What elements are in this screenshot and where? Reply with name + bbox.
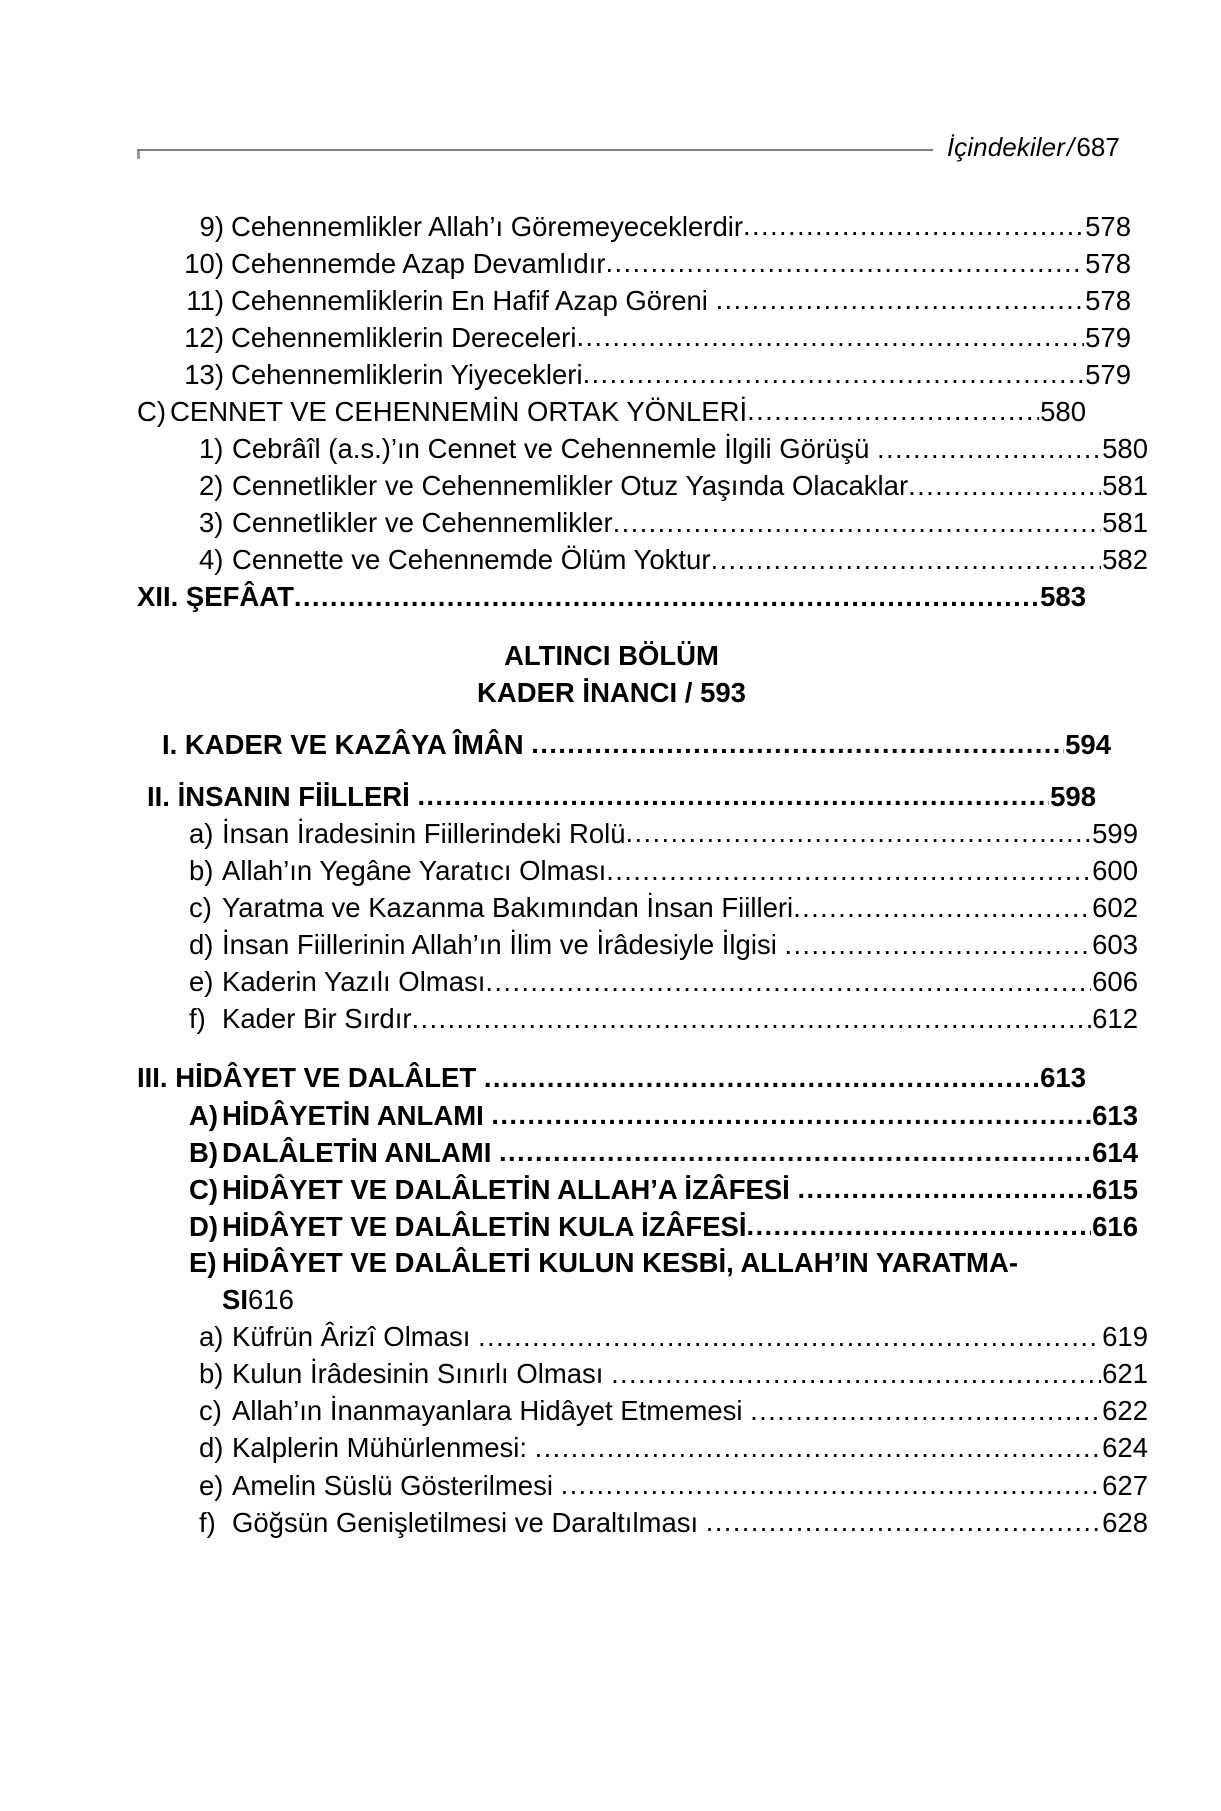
entry-marker: 13) [184,358,224,390]
entry-marker: c) [189,892,212,924]
toc-entry[interactable] [137,890,1138,927]
entry-page: 621 [1102,1358,1148,1390]
toc-entry-section-i[interactable] [137,726,1111,763]
entry-page: 606 [1092,966,1138,998]
dot-leader [478,1319,1101,1347]
chapter-heading-line-1: ALTINCI BÖLÜM [504,640,719,672]
toc-entry-e-line-2[interactable] [137,1282,1086,1319]
entry-page: 624 [1102,1432,1148,1464]
entry-page: 619 [1102,1321,1148,1353]
entry-marker: 10) [184,247,224,279]
entry-label: Allah’ın İnanmayanlara Hidâyet Etmemesi [232,1395,743,1427]
entry-page: 582 [1102,544,1148,576]
entry-label: Cehennemliklerin Yiyecekleri [231,358,583,390]
dot-leader [583,356,1085,384]
dot-leader [576,319,1084,347]
entry-marker: I. [162,728,178,760]
dot-leader [611,1356,1101,1384]
dot-leader [535,1430,1101,1458]
toc-entry[interactable] [137,319,1131,356]
entry-label: HİDÂYET VE DALÂLETİN ALLAH’A İZÂFESİ [222,1173,790,1205]
entry-marker: II. [147,780,170,812]
toc-entry[interactable] [137,1430,1148,1467]
entry-page: 598 [1050,780,1096,812]
entry-marker: XII. [137,581,179,613]
entry-label: Kader Bir Sırdır [222,1003,412,1035]
entry-marker: d) [199,1432,224,1464]
toc-entry[interactable] [137,1171,1138,1208]
entry-label: Kalplerin Mühürlenmesi: [232,1432,527,1464]
dot-leader [750,1393,1101,1421]
entry-marker: c) [199,1395,222,1427]
dot-leader [412,1001,1092,1029]
entry-page: 578 [1085,284,1131,316]
dot-leader [747,1208,1092,1236]
dot-leader [606,245,1085,273]
entry-page: 580 [1040,395,1086,427]
header-title: İçindekiler [946,132,1065,162]
entry-label: Cehennemliklerin Dereceleri [231,321,577,353]
dot-leader [417,778,1049,806]
entry-marker: B) [189,1136,219,1168]
entry-marker: 9) [199,210,224,242]
entry-page: 602 [1092,892,1138,924]
dot-leader [706,1504,1101,1532]
entry-page: 616 [247,1284,294,1316]
entry-label: Kaderin Yazılı Olması [222,966,486,998]
entry-page: 579 [1085,321,1131,353]
toc-entry[interactable] [137,245,1131,282]
entry-page: 600 [1092,855,1138,886]
entry-label: HİDÂYETİN ANLAMI [222,1099,484,1131]
entry-label: Yaratma ve Kazanma Bakımından İnsan Fiilleri [222,892,794,924]
entry-marker: C) [189,1173,219,1205]
entry-marker: 1) [199,433,224,465]
toc-entry[interactable] [137,1208,1138,1245]
entry-marker: A) [189,1099,219,1131]
toc-entry[interactable] [137,468,1148,505]
entry-page: 594 [1065,728,1111,760]
entry-label: Amelin Süslü Gösterilmesi [232,1469,553,1501]
table-of-contents [137,208,1148,1541]
entry-page: 622 [1102,1395,1148,1427]
dot-leader [908,468,1101,496]
entry-marker: a) [189,817,214,849]
entry-marker: e) [199,1469,224,1501]
dot-leader [747,393,1039,421]
entry-label: Cennetlikler ve Cehennemlikler [232,507,613,539]
entry-page: 580 [1102,433,1148,465]
toc-entry[interactable] [137,1001,1138,1038]
toc-entry-section-xii[interactable] [137,579,1086,616]
header-separator: / [1066,132,1075,162]
entry-page: 578 [1085,247,1131,279]
entry-label: Kulun İrâdesinin Sınırlı Olması [232,1358,604,1390]
entry-label: İNSANIN FİİLLERİ [177,780,410,812]
dot-leader [606,853,1091,881]
entry-page: 603 [1092,929,1138,961]
entry-label: HİDÂYET VE DALÂLETİ KULUN KESBİ, ALLAH’IN YARATMA- [222,1247,1018,1279]
entry-page: 583 [1040,581,1086,613]
entry-label: İnsan Fiillerinin Allah’ın İlim ve İrâdesiyle İlgisi [222,929,777,961]
toc-entry-section-iii[interactable] [137,1060,1086,1097]
toc-entry[interactable] [137,927,1138,964]
entry-label: Cennette ve Cehennemde Ölüm Yoktur [232,544,711,576]
entry-marker: e) [189,966,214,998]
entry-page: 581 [1102,470,1148,502]
entry-marker: D) [189,1210,219,1242]
toc-entry[interactable] [137,1319,1148,1356]
entry-marker: 4) [199,544,224,576]
entry-label: KADER VE KAZÂYA ÎMÂN [184,728,524,760]
spacer [137,763,1086,778]
entry-marker: 11) [186,284,224,316]
toc-entry[interactable] [137,431,1148,468]
entry-marker: d) [189,929,214,961]
toc-entry[interactable] [137,542,1148,579]
entry-page: 579 [1085,358,1131,390]
toc-entry[interactable] [137,1356,1148,1393]
entry-marker: 2) [199,470,224,502]
toc-entry[interactable] [137,815,1138,852]
dot-leader [484,1060,1039,1088]
dot-leader [743,208,1084,236]
entry-marker: 12) [184,321,224,353]
dot-leader [784,927,1091,955]
toc-entry-e-line-1[interactable] [137,1245,1086,1282]
entry-marker: E) [189,1247,217,1279]
toc-entry[interactable] [137,964,1138,1001]
toc-entry[interactable] [137,1504,1148,1541]
chapter-heading-line-2: KADER İNANCI / 593 [477,676,746,708]
toc-entry[interactable] [137,1134,1138,1171]
header-text [933,134,1120,160]
entry-label: Cennetlikler ve Cehennemlikler Otuz Yaşında Olacaklar [232,470,909,502]
toc-entry[interactable] [137,1467,1148,1504]
entry-label-tail: SI [222,1284,248,1316]
entry-page: 581 [1102,507,1148,539]
entry-page: 627 [1102,1469,1148,1501]
entry-label: HİDÂYET VE DALÂLETİN KULA İZÂFESİ [222,1210,747,1242]
dot-leader [626,815,1092,843]
entry-label: Cehennemde Azap Devamlıdır [231,247,606,279]
entry-page: 615 [1092,1173,1138,1205]
entry-label: İnsan İradesinin Fiillerindeki Rolü [222,817,626,849]
entry-marker: b) [199,1358,224,1390]
entry-label: Cehennemlikler Allah’ı Göremeyeceklerdir [231,210,744,242]
spacer [137,711,1086,726]
entry-label: ŞEFÂAT [185,581,294,613]
entry-page: 613 [1040,1062,1086,1094]
entry-label: Küfrün Ârizî Olması [232,1321,471,1353]
entry-page: 578 [1085,210,1131,242]
entry-page: 616 [1092,1210,1138,1242]
entry-page: 613 [1092,1099,1138,1131]
toc-entry[interactable] [137,208,1131,245]
toc-entry-section-ii[interactable] [137,778,1096,815]
entry-marker: C) [137,395,167,427]
dot-leader [877,431,1101,459]
dot-leader [613,505,1102,533]
entry-marker-spacer [189,1282,214,1319]
dot-leader [793,890,1091,918]
entry-label: Cehennemliklerin En Hafif Azap Göreni [231,284,708,316]
entry-label: Göğsün Genişletilmesi ve Daraltılması [232,1506,699,1538]
spacer [137,616,1086,638]
entry-label-continuation [222,1282,294,1319]
entry-marker: a) [199,1321,224,1353]
entry-label: DALÂLETİN ANLAMI [222,1136,492,1168]
entry-page: 614 [1092,1136,1138,1168]
header-page-number: 687 [1076,132,1120,162]
dot-leader [491,1097,1091,1125]
dot-leader [711,542,1102,570]
toc-entry[interactable] [137,1097,1138,1134]
dot-leader [485,964,1091,992]
dot-leader [499,1134,1091,1162]
entry-label: CENNET VE CEHENNEMİN ORTAK YÖNLERİ [170,395,748,427]
toc-entry[interactable] [137,282,1131,319]
entry-page: 599 [1092,817,1138,849]
entry-label: Allah’ın Yegâne Yaratıcı Olması [222,855,607,886]
dot-leader [561,1467,1102,1495]
entry-page: 612 [1092,1003,1138,1035]
toc-entry[interactable] [137,1393,1148,1430]
entry-page: 628 [1102,1506,1148,1538]
dot-leader [531,726,1064,754]
toc-entry[interactable] [137,356,1131,393]
spacer [137,1038,1086,1060]
dot-leader [294,579,1039,607]
dot-leader [797,1171,1091,1199]
dot-leader [716,282,1085,310]
entry-marker: b) [189,855,214,886]
page-header [137,126,1120,160]
entry-marker: III. [137,1062,168,1094]
toc-entry[interactable] [137,853,1138,890]
entry-label: Cebrâîl (a.s.)’ın Cennet ve Cehennemle İlgili Görüşü [232,433,870,465]
entry-marker: 3) [199,507,224,539]
toc-entry-section-c[interactable] [137,393,1086,430]
entry-marker: f) [199,1506,216,1538]
entry-marker: f) [189,1003,206,1035]
entry-label: HİDÂYET VE DALÂLET [175,1062,477,1094]
toc-entry[interactable] [137,505,1148,542]
